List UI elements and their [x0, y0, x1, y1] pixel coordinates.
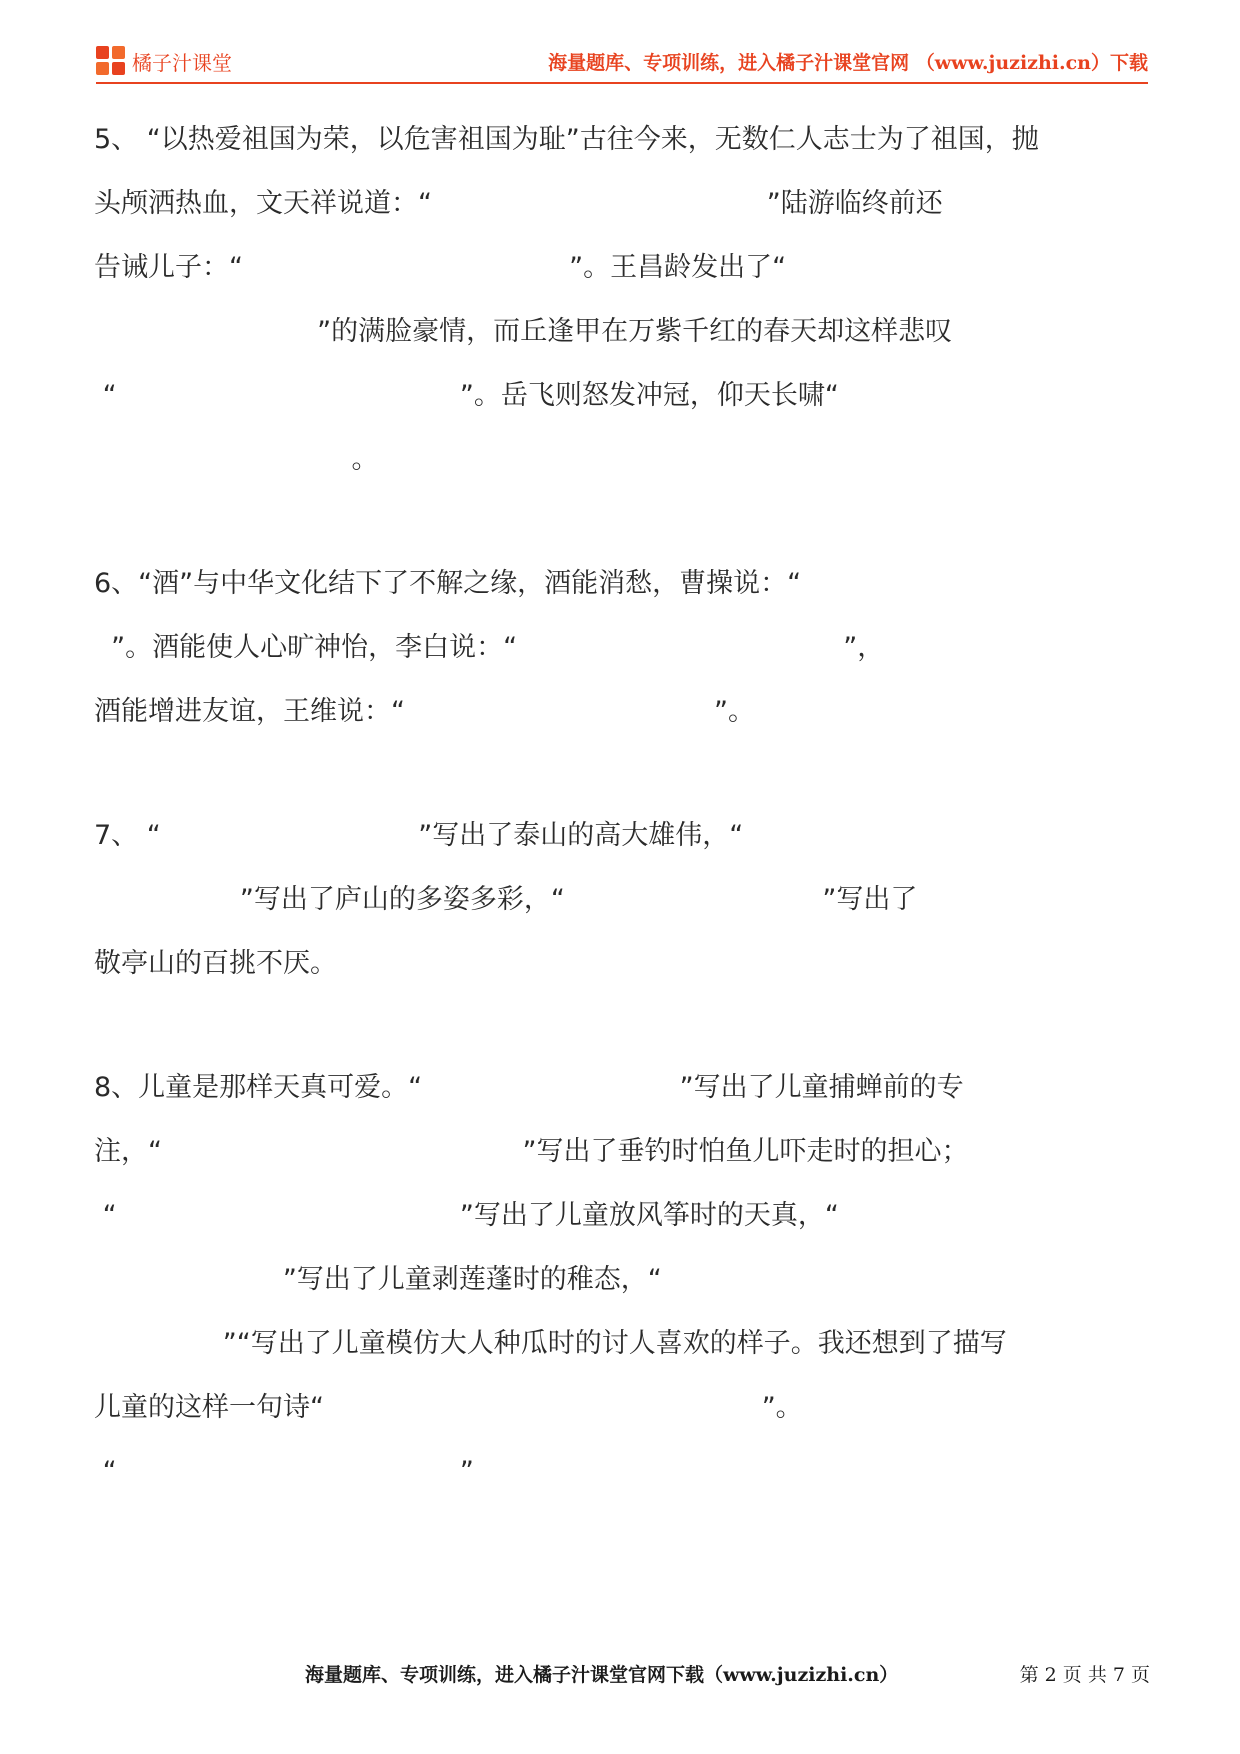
text-line: 酒能增进友谊，王维说：“ ”。: [94, 696, 755, 727]
text-line: ”的满脸豪情，而丘逢甲在万紫千红的春天却这样悲叹: [94, 316, 953, 347]
text-line: 敬亭山的百挑不厌。: [94, 948, 337, 979]
logo-text: 橘子汁课堂: [132, 50, 232, 75]
text-line: 。: [94, 444, 379, 475]
logo[interactable]: [96, 44, 232, 78]
text-line: “ ”: [94, 1456, 474, 1487]
text-line: “ ”。岳飞则怒发冲冠，仰天长啸“: [94, 380, 839, 411]
document-body: [94, 108, 1134, 1564]
text-line: ”。酒能使人心旷神怡，李白说：“ ”，: [94, 632, 885, 663]
question-7: [94, 804, 1134, 996]
text-line: ”写出了庐山的多姿多彩，“ ”写出了: [94, 884, 918, 915]
text-line: “ ”写出了儿童放风筝时的天真，“: [94, 1200, 839, 1231]
question-8: [94, 1056, 1134, 1504]
text-line: 7、 “ ”写出了泰山的高大雄伟，“: [94, 820, 744, 851]
page-header: [96, 42, 1148, 82]
text-line: 告诫儿子：“ ”。王昌龄发出了“: [94, 252, 787, 283]
text-line: 儿童的这样一句诗“ ”。: [94, 1392, 803, 1423]
text-line: 头颅洒热血，文天祥说道：“ ”陆游临终前还: [94, 188, 943, 219]
question-5: [94, 108, 1134, 492]
question-6: [94, 552, 1134, 744]
text-line: ”写出了儿童剥莲蓬时的稚态，“: [94, 1264, 662, 1295]
footer-text[interactable]: 海量题库、专项训练，进入橘子汁课堂官网下载（www.juzizhi.cn）: [305, 1664, 899, 1686]
header-divider: [96, 82, 1148, 84]
page-footer: [0, 1660, 1240, 1700]
text-line: 8、儿童是那样天真可爱。“ ”写出了儿童捕蝉前的专: [94, 1072, 964, 1103]
text-line: 5、 “以热爱祖国为荣，以危害祖国为耻”古往今来，无数仁人志士为了祖国，抛: [94, 124, 1039, 155]
text-line: ”“写出了儿童模仿大人种瓜时的讨人喜欢的样子。我还想到了描写: [94, 1328, 1007, 1359]
text-line: 6、“酒”与中华文化结下了不解之缘，酒能消愁，曹操说：“: [94, 568, 802, 599]
logo-icon: [96, 46, 126, 76]
text-line: 注，“ ”写出了垂钓时怕鱼儿吓走时的担心；: [94, 1136, 969, 1167]
page-number: 第 2 页 共 7 页: [1019, 1664, 1150, 1686]
header-tagline[interactable]: 海量题库、专项训练，进入橘子汁课堂官网 （www.juzizhi.cn）下载: [548, 52, 1148, 74]
